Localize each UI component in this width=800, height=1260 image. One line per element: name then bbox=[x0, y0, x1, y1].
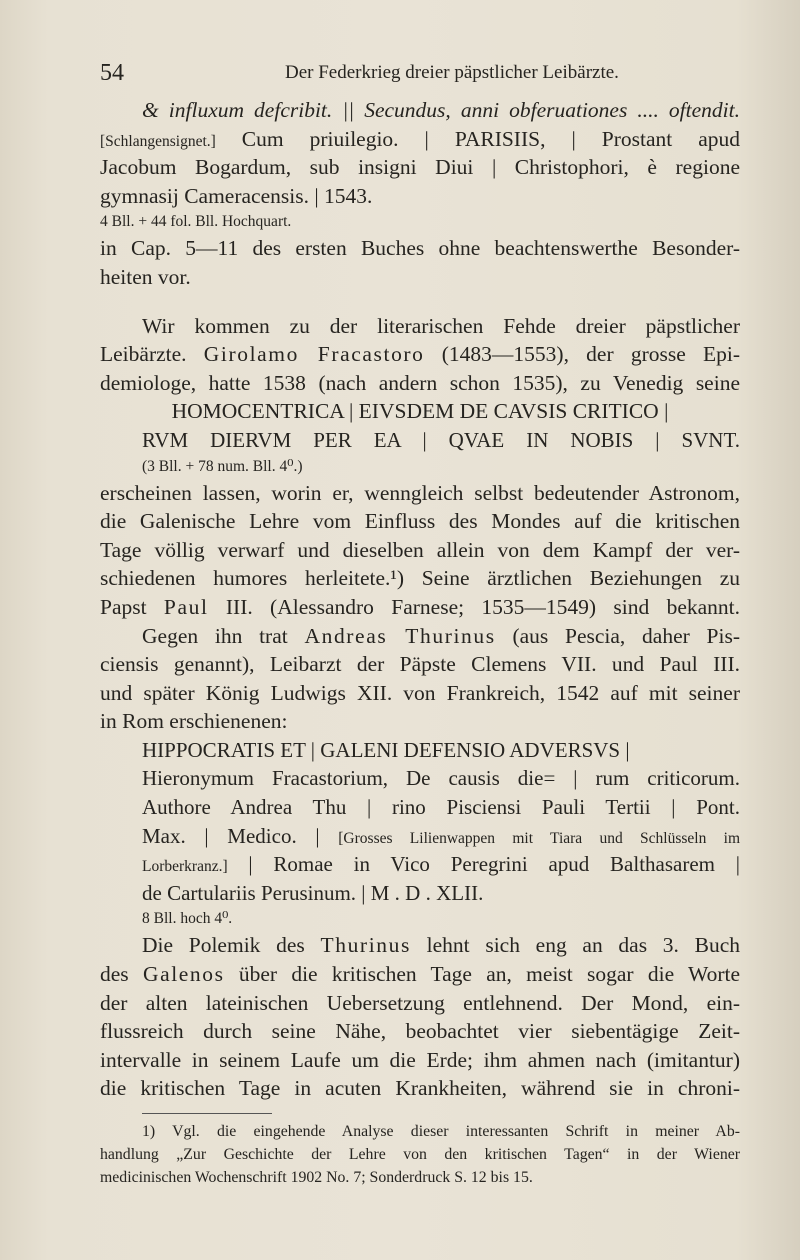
collation-note: (3 Bll. + 78 num. Bll. 4⁰.) bbox=[142, 457, 303, 475]
text-span: Lorberkranz.] bbox=[142, 858, 228, 876]
text-span: Cum priuilegio. | PARISIIS, | Prostant apud bbox=[215, 126, 740, 151]
text-span: Die Polemik des bbox=[142, 933, 321, 958]
paragraph-gap bbox=[100, 292, 740, 312]
text-span: Leibärzte. bbox=[100, 342, 204, 367]
running-title: Der Federkrieg dreier päpstlicher Leibärzte. bbox=[285, 62, 619, 83]
text-line: erscheinen lassen, worin er, wenngleich selbst bedeutender Astronom, bbox=[100, 480, 740, 505]
text-line: die kritischen Tage in acuten Krankheiten, während sie in chroni- bbox=[100, 1076, 740, 1101]
text-line: schiedenen humores herleitete.¹) Seine ärztlichen Beziehungen zu bbox=[100, 566, 740, 591]
book-title-line: Authore Andrea Thu | rino Pisciensi Pauli Tertii | Pont. bbox=[142, 795, 740, 820]
person-name: Galenos bbox=[142, 962, 225, 987]
text-line: ciensis genannt), Leibarzt der Päpste Clemens VII. und Paul III. bbox=[100, 652, 740, 677]
person-name: Paul bbox=[163, 594, 209, 619]
footnote-line: 1) Vgl. die eingehende Analyse dieser interessanten Schrift in meiner Ab- bbox=[142, 1123, 740, 1140]
footnote-line: medicinischen Wochenschrift 1902 No. 7; Sonderdruck S. 12 bis 15. bbox=[100, 1169, 533, 1186]
text-line: gymnasij Cameracensis. | 1543. bbox=[100, 183, 373, 208]
page-number: 54 bbox=[100, 60, 124, 86]
page-header bbox=[100, 55, 740, 91]
book-title-line: RVM DIERVM PER EA | QVAE IN NOBIS | SVNT. bbox=[142, 427, 740, 452]
text-span: [Grosses Lilienwappen mit Tiara und Schlüsseln im bbox=[338, 829, 740, 847]
text-span: [Schlangensignet.] bbox=[100, 132, 216, 150]
book-title-line bbox=[100, 822, 740, 851]
text-line: in Cap. 5—11 des ersten Buches ohne beachtenswerthe Besonder- bbox=[100, 236, 740, 261]
text-line bbox=[100, 340, 740, 369]
text-span: lehnt sich eng an das 3. Buch bbox=[410, 933, 740, 958]
collation-note: 8 Bll. hoch 4⁰. bbox=[142, 910, 233, 928]
text-line: flussreich durch seine Nähe, beobachtet vier siebentägige Zeit- bbox=[100, 1019, 740, 1044]
text-span: Max. | Medico. | bbox=[142, 823, 339, 848]
footnote-line: handlung „Zur Geschichte der Lehre von den kritischen Tagen“ in der Wiener bbox=[100, 1146, 740, 1163]
person-name: Girolamo Fracastoro bbox=[203, 342, 425, 367]
text-line: demiologe, hatte 1538 (nach andern schon 1535), zu Venedig seine bbox=[100, 370, 740, 395]
text-span: | Romae in Vico Peregrini apud Balthasarem | bbox=[227, 852, 740, 877]
text-span: über die kritischen Tage an, meist sogar die Worte bbox=[224, 962, 740, 987]
text-span: des bbox=[100, 962, 143, 987]
text-line bbox=[100, 622, 740, 651]
book-title-line bbox=[100, 850, 740, 879]
text-line: und später König Ludwigs XII. von Frankreich, 1542 auf mit seiner bbox=[100, 680, 740, 705]
text-line: intervalle in seinem Laufe um die Erde; ihm ahmen nach (imitantur) bbox=[100, 1047, 740, 1072]
book-title-line: HIPPOCRATIS ET | GALENI DEFENSIO ADVERSVS | bbox=[142, 737, 630, 762]
text-span: (aus Pescia, daher Pis- bbox=[495, 623, 740, 648]
text-line bbox=[100, 960, 740, 989]
text-line bbox=[100, 931, 740, 960]
text-line: heiten vor. bbox=[100, 264, 191, 289]
book-title-line: HOMOCENTRICA | EIVSDEM DE CAVSIS CRITICO | bbox=[171, 399, 669, 424]
text-line: die Galenische Lehre vom Einfluss des Mondes auf die kritischen bbox=[100, 509, 740, 534]
person-name: Andreas Thurinus bbox=[304, 623, 496, 648]
text-span: III. (Alessandro Farnese; 1535—1549) sind bekannt. bbox=[208, 594, 740, 619]
text-line: Jacobum Bogardum, sub insigni Diui | Christophori, è regione bbox=[100, 155, 740, 180]
text-span: (1483—1553), der grosse Epi- bbox=[424, 342, 740, 367]
text-line bbox=[100, 593, 740, 622]
collation-note: 4 Bll. + 44 fol. Bll. Hochquart. bbox=[100, 213, 292, 231]
text-line: & influxum defcribit. || Secundus, anni obferuationes .... oftendit. bbox=[142, 98, 740, 122]
text-line: Wir kommen zu der literarischen Fehde dreier päpstlicher bbox=[142, 313, 740, 338]
text-line: der alten lateinischen Uebersetzung entlehnend. Der Mond, ein- bbox=[100, 990, 740, 1015]
text-line bbox=[100, 125, 740, 154]
text-line: in Rom erschienenen: bbox=[100, 709, 288, 734]
person-name: Thurinus bbox=[320, 933, 411, 958]
main-text bbox=[100, 96, 740, 1189]
text-line: Tage völlig verwarf und dieselben allein von dem Kampf der ver- bbox=[100, 537, 740, 562]
book-title-line: de Cartulariis Perusinum. | M . D . XLII. bbox=[142, 880, 484, 905]
text-span: Gegen ihn trat bbox=[142, 623, 305, 648]
footnote-divider bbox=[142, 1113, 272, 1114]
text-span: Papst bbox=[100, 594, 164, 619]
book-title-line: Hieronymum Fracastorium, De causis die= | rum criticorum. bbox=[142, 766, 740, 791]
